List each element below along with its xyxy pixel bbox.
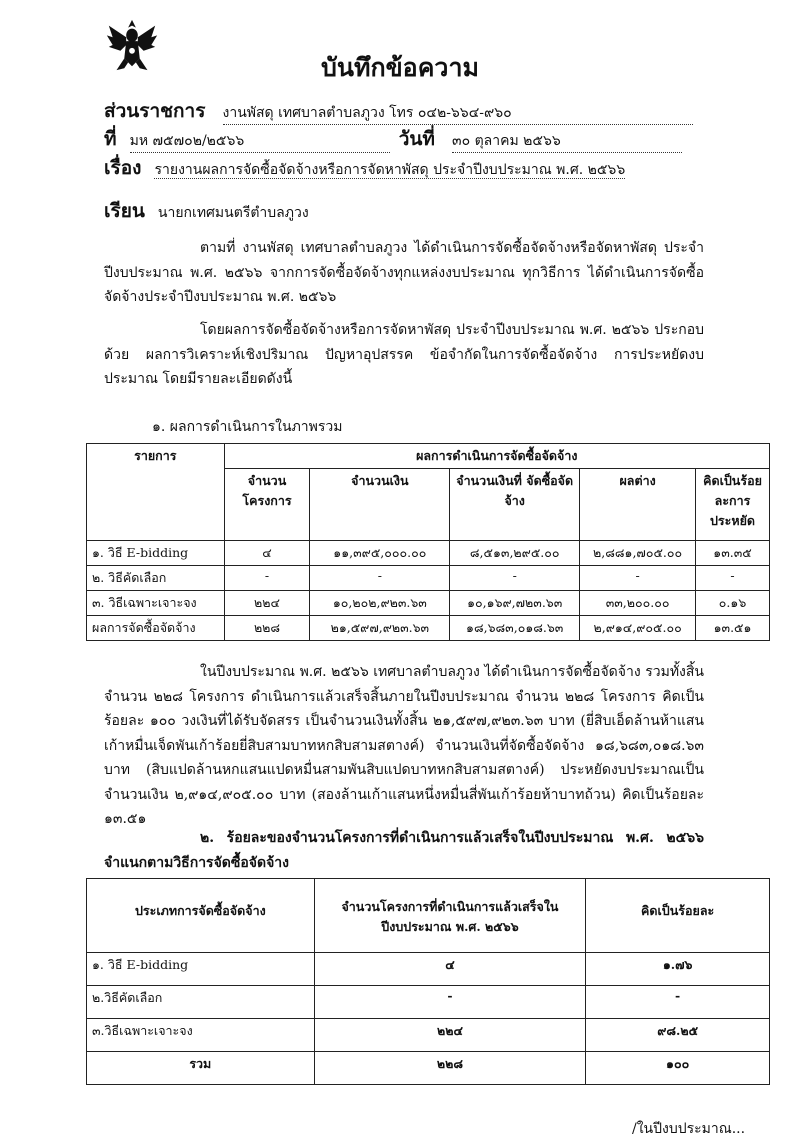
row-pct: - [696, 566, 770, 591]
date-value: ๓๐ ตุลาคม ๒๕๖๖ [452, 130, 682, 153]
row-count: ๒๒๔ [224, 591, 310, 616]
header-completed-count: จำนวนโครงการที่ดำเนินการแล้วเสร็จใน ปีงบประมาณ พ.ศ. ๒๕๖๖ [314, 879, 586, 953]
date-label: วันที่ [398, 128, 435, 150]
summary-table [86, 443, 770, 641]
row-diff: ๓๓,๒๐๐.๐๐ [580, 591, 696, 616]
paragraph-1: ตามที่ งานพัสดุ เทศบาลตำบลภูวง ได้ดำเนินการจัดซื้อจัดจ้างหรือจัดหาพัสดุ ประจำปีงบประมาณ พ.ศ. ๒๕๖๖ จากการจัดซื้อจัดจ้างทุกแหล่งงบประมาณ ทุกวิธีการ ได้ดำเนินการจัดซื้อจัดจ้างประจำปีงบประมาณ พ.ศ. ๒๕๖๖ [104, 240, 704, 305]
page-title: บันทึกข้อความ [321, 53, 479, 82]
header-amount: จำนวนเงิน [310, 469, 450, 541]
table-row [87, 953, 770, 986]
row-item: ผลการจัดซื้อจัดจ้าง [87, 616, 225, 641]
row-amount: ๒๑,๕๙๗,๙๒๓.๖๓ [310, 616, 450, 641]
row-pct: ๙๘.๒๕ [586, 1019, 770, 1052]
paragraph-3: ในปีงบประมาณ พ.ศ. ๒๕๖๖ เทศบาลตำบลภูวง ได้ดำเนินการจัดซื้อจัดจ้าง รวมทั้งสิ้นจำนวน ๒๒๘ โครงการ ดำเนินการแล้วเสร็จสิ้นภายในปีงบประมาณ จำนวน ๒๒๘ โครงการ คิดเป็นร้อยละ ๑๐๐ วงเงินที่ได้รับจัดสรร เป็นจำนวนเงินทั้งสิ้น ๒๑,๕๙๗,๙๒๓.๖๓ บาท (ยี่สิบเอ็ดล้านห้าแสนเก้าหมื่นเจ็ดพันเก้าร้อยยี่สิบสามบาทหกสิบสามสตางค์) จำนวนเงินที่จัดซื้อจัดจ้าง ๑๘,๖๘๓,๐๑๘.๖๓ บาท (สิบแปดล้านหกแสนแปดหมื่นสามพันสิบแปดบาทหกสิบสามสตางค์) ประหยัดงบประมาณเป็นจำนวนเงิน ๒,๙๑๔,๙๐๕.๐๐ บาท (สองล้านเก้าแสนหนึ่งหมื่นสี่พันเก้าร้อยห้าบาทถ้วน) คิดเป็นร้อยละ ๑๓.๕๑ [104, 664, 704, 827]
row-count: ๒๒๘ [224, 616, 310, 641]
row-diff: ๒,๙๑๔,๙๐๕.๐๐ [580, 616, 696, 641]
row-item: ๒. วิธีคัดเลือก [87, 566, 225, 591]
row-type: รวม [87, 1052, 315, 1085]
department-label: ส่วนราชการ [104, 100, 206, 122]
section-2-heading: ๒. ร้อยละของจำนวนโครงการที่ดำเนินการแล้วเสร็จในปีงบประมาณ พ.ศ. ๒๕๖๖ จำแนกตามวิธีการจัดซื้อจัดจ้าง [104, 830, 704, 871]
header-group: ผลการดำเนินการจัดซื้อจัดจ้าง [224, 444, 769, 469]
row-pct: ๑๓.๓๕ [696, 541, 770, 566]
table-row [87, 591, 770, 616]
row-count: - [314, 986, 586, 1019]
subject-line [104, 153, 724, 183]
to-value: นายกเทศมนตรีตำบลภูวง [157, 205, 309, 221]
row-item: ๑. วิธี E-bidding [87, 541, 225, 566]
subject-label: เรื่อง [104, 157, 142, 179]
header-pct: คิดเป็นร้อย ละการ ประหยัด [696, 469, 770, 541]
continuation-note: /ในปีงบประมาณ... [632, 1121, 746, 1137]
row-count: ๔ [224, 541, 310, 566]
row-type: ๑. วิธี E-bidding [87, 953, 315, 986]
row-diff: - [580, 566, 696, 591]
to-label: เรียน [104, 200, 145, 222]
ref-line [104, 124, 704, 154]
header-diff: ผลต่าง [580, 469, 696, 541]
header-paid: จำนวนเงินที่ จัดซื้อจัดจ้าง [450, 469, 580, 541]
table-row-total [87, 1052, 770, 1085]
row-paid: - [450, 566, 580, 591]
paragraph-2: โดยผลการจัดซื้อจัดจ้างหรือการจัดหาพัสดุ ประจำปีงบประมาณ พ.ศ. ๒๕๖๖ ประกอบด้วย ผลการวิเคราะห์เชิงปริมาณ ปัญหาอุปสรรค ข้อจำกัดในการจัดซื้อจัดจ้าง การประหยัดงบประมาณ โดยมีรายละเอียดดังนี้ [104, 322, 704, 387]
completion-table [86, 878, 770, 1085]
ref-label: ที่ [104, 128, 117, 150]
row-count: - [224, 566, 310, 591]
row-pct: ๐.๑๖ [696, 591, 770, 616]
row-diff: ๒,๘๘๑,๗๐๕.๐๐ [580, 541, 696, 566]
header-percent: คิดเป็นร้อยละ [586, 879, 770, 953]
table-row [87, 541, 770, 566]
row-pct: ๑.๗๖ [586, 953, 770, 986]
row-type: ๓.วิธีเฉพาะเจาะจง [87, 1019, 315, 1052]
to-line [104, 196, 309, 226]
header-count: จำนวน โครงการ [224, 469, 310, 541]
row-pct: - [586, 986, 770, 1019]
row-item: ๓. วิธีเฉพาะเจาะจง [87, 591, 225, 616]
header-type: ประเภทการจัดซื้อจัดจ้าง [87, 879, 315, 953]
row-pct: ๑๐๐ [586, 1052, 770, 1085]
row-paid: ๘,๕๑๓,๒๙๕.๐๐ [450, 541, 580, 566]
department-value: งานพัสดุ เทศบาลตำบลภูวง โทร ๐๔๒-๖๖๔-๙๖๐ [223, 102, 693, 125]
row-count: ๒๒๘ [314, 1052, 586, 1085]
table-row [87, 1019, 770, 1052]
header-item: รายการ [87, 444, 225, 541]
row-amount: ๑๐,๒๐๒,๙๒๓.๖๓ [310, 591, 450, 616]
row-type: ๒.วิธีคัดเลือก [87, 986, 315, 1019]
subject-value: รายงานผลการจัดซื้อจัดจ้างหรือการจัดหาพัสดุ ประจำปีงบประมาณ พ.ศ. ๒๕๖๖ [154, 162, 626, 178]
row-pct: ๑๓.๕๑ [696, 616, 770, 641]
table-row-total [87, 616, 770, 641]
table-row [87, 986, 770, 1019]
department-line [104, 96, 704, 126]
row-paid: ๑๐,๑๖๙,๗๒๓.๖๓ [450, 591, 580, 616]
ref-value: มห ๗๕๗๐๒/๒๕๖๖ [130, 130, 390, 153]
row-paid: ๑๘,๖๘๓,๐๑๘.๖๓ [450, 616, 580, 641]
section-1-heading: ๑. ผลการดำเนินการในภาพรวม [152, 419, 343, 435]
row-count: ๒๒๔ [314, 1019, 586, 1052]
table-row [87, 566, 770, 591]
row-amount: ๑๑,๓๙๕,๐๐๐.๐๐ [310, 541, 450, 566]
row-count: ๔ [314, 953, 586, 986]
row-amount: - [310, 566, 450, 591]
